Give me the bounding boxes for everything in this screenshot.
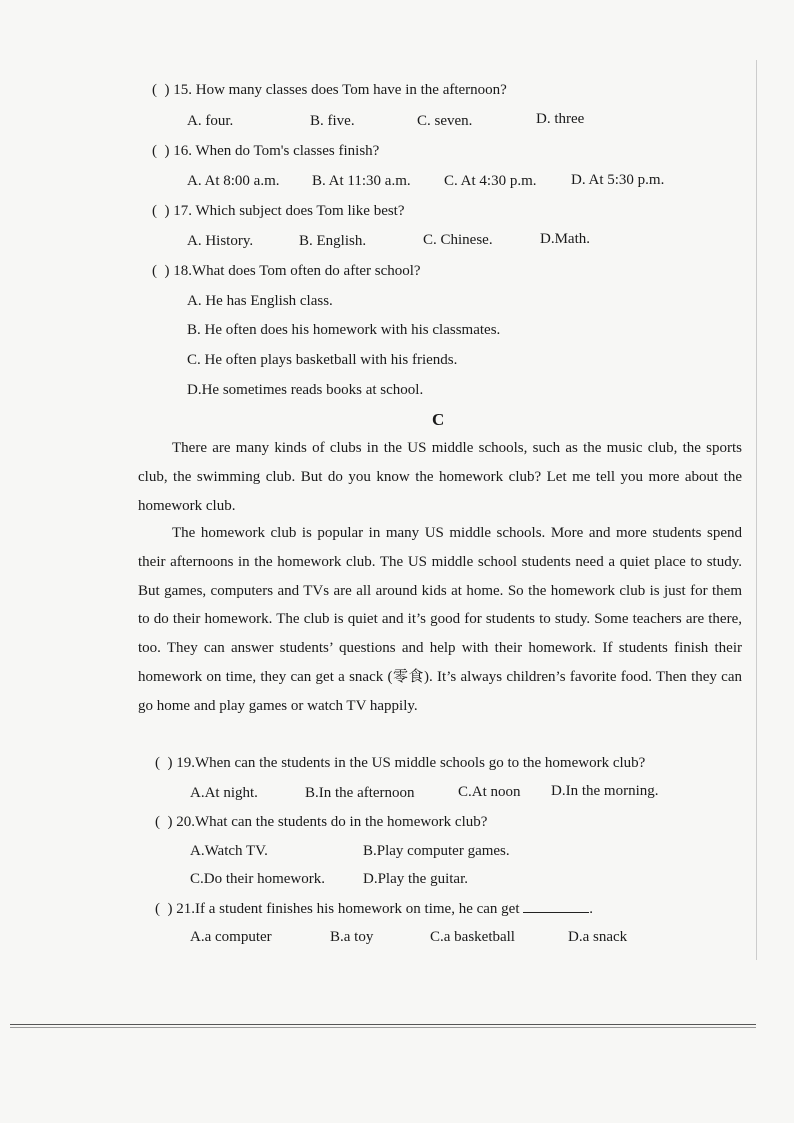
q19-option-a: A.At night. [190, 785, 258, 801]
q21-option-d: D.a snack [568, 929, 628, 945]
q18-option-b: B. He often does his homework with his classmates. [187, 322, 501, 338]
q15-option-a: A. four. [187, 113, 234, 129]
q18-option-c: C. He often plays basketball with his friends. [187, 352, 458, 368]
q17-option-d: D.Math. [540, 231, 590, 247]
question-19: ( ) 19.When can the students in the US middle schools go to the homework club? [155, 755, 646, 771]
question-15: ( ) 15. How many classes does Tom have in the afternoon? [152, 82, 507, 98]
q17-option-c: C. Chinese. [423, 232, 493, 248]
q18-option-a: A. He has English class. [187, 293, 333, 309]
question-16: ( ) 16. When do Tom's classes finish? [152, 143, 380, 159]
q20-option-c: C.Do their homework. [190, 871, 325, 887]
q21-text: ( ) 21.If a student finishes his homework on time, he can get [155, 901, 520, 917]
q18-option-d: D.He sometimes reads books at school. [187, 382, 424, 398]
q17-option-b: B. English. [299, 233, 367, 249]
bottom-divider-shadow [10, 1027, 756, 1028]
q20-option-b: B.Play computer games. [363, 843, 510, 859]
paragraph-2-text: The homework club is popular in many US middle schools. More and more students spend their afternoons in the homework club. The US middle school students need a quiet place to study. But games, computers and TVs are all around kids at home. So the homework club is just for them to do their homework. The club is quiet and it’s good for students to study. Some teachers are there, too. They can answer students’ questions and help with their homework. If students finish their homework on time, they can get a snack (零食). It’s always children’s favorite food. Then they can go home and play games or watch TV happily. [138, 525, 742, 714]
scan-edge-line [756, 60, 757, 960]
q21-option-a: A.a computer [190, 929, 272, 945]
q21-option-b: B.a toy [330, 929, 374, 945]
paragraph-1-text: There are many kinds of clubs in the US middle schools, such as the music club, the sports club, the swimming club. But do you know the homework club? Let me tell you more about the homework club. [138, 440, 742, 514]
bottom-divider [10, 1024, 756, 1025]
q21-option-c: C.a basketball [430, 929, 515, 945]
passage-paragraph-2 [138, 519, 742, 721]
q17-option-a: A. History. [187, 233, 254, 249]
q16-option-d: D. At 5:30 p.m. [571, 172, 665, 188]
q21-period: . [589, 901, 593, 917]
question-18: ( ) 18.What does Tom often do after school? [152, 263, 421, 279]
q15-option-c: C. seven. [417, 113, 473, 129]
q16-option-c: C. At 4:30 p.m. [444, 173, 537, 189]
q16-option-a: A. At 8:00 a.m. [187, 173, 280, 189]
q20-option-a: A.Watch TV. [190, 843, 268, 859]
section-c-heading: C [432, 410, 445, 429]
q19-option-b: B.In the afternoon [305, 785, 415, 801]
q19-option-d: D.In the morning. [551, 783, 659, 799]
question-17: ( ) 17. Which subject does Tom like best? [152, 203, 405, 219]
question-21 [155, 898, 593, 919]
q15-option-b: B. five. [310, 113, 355, 129]
q15-option-d: D. three [536, 111, 585, 127]
q19-option-c: C.At noon [458, 784, 521, 800]
question-20: ( ) 20.What can the students do in the homework club? [155, 814, 488, 830]
passage-paragraph-1 [138, 434, 742, 520]
answer-blank [523, 898, 589, 913]
q20-option-d: D.Play the guitar. [363, 871, 468, 887]
q16-option-b: B. At 11:30 a.m. [312, 173, 411, 189]
